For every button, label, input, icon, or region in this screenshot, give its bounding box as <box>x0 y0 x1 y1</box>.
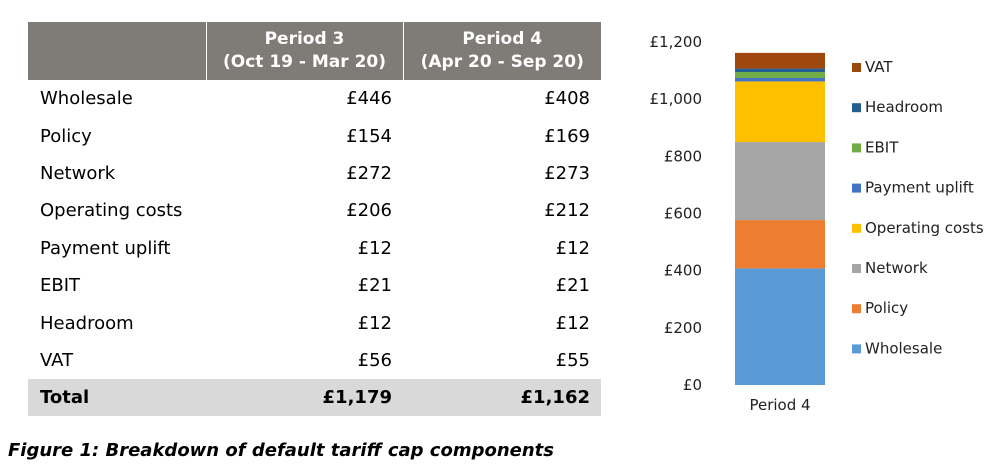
row-value-p4: £212 <box>544 200 590 222</box>
legend-label: Headroom <box>865 98 944 117</box>
x-category-label: Period 4 <box>749 396 811 414</box>
header-period-4-title: Period 4 <box>462 29 543 49</box>
row-value-p4: £408 <box>544 88 590 110</box>
row-label: Payment uplift <box>40 237 171 259</box>
row-value-p3: £12 <box>357 312 392 334</box>
row-value-p4: £12 <box>555 312 590 334</box>
row-label: Operating costs <box>40 200 183 222</box>
bar-segment-headroom <box>735 69 825 72</box>
total-p3: £1,179 <box>206 379 403 416</box>
legend-swatch <box>852 264 861 273</box>
legend-label: Payment uplift <box>865 178 974 197</box>
legend-swatch <box>852 63 861 72</box>
row-label: Network <box>40 162 116 184</box>
row-label: VAT <box>40 349 74 371</box>
legend-swatch <box>852 304 861 313</box>
legend-swatch <box>852 103 861 112</box>
legend-swatch <box>852 143 861 152</box>
legend-label: Policy <box>865 299 909 318</box>
legend-swatch <box>852 184 861 193</box>
row-value-p3: £12 <box>357 237 392 259</box>
row-value-p4: £21 <box>555 275 590 297</box>
header-period-4-dates: (Apr 20 - Sep 20) <box>420 52 584 72</box>
legend-label: Network <box>865 259 928 277</box>
header-period-3-title: Period 3 <box>264 29 345 49</box>
row-value-p4: £55 <box>555 349 590 371</box>
y-tick-label: £600 <box>663 204 702 223</box>
row-label: Policy <box>40 125 92 147</box>
y-tick-label: £800 <box>663 147 702 166</box>
bar-segment-operating-costs <box>735 81 825 142</box>
y-tick-label: £400 <box>663 261 702 280</box>
legend-label: Operating costs <box>865 218 984 237</box>
row-value-p4: £273 <box>544 162 590 184</box>
legend-swatch <box>852 344 861 353</box>
y-tick-label: £1,000 <box>649 90 702 109</box>
legend-label: EBIT <box>865 138 899 157</box>
row-label: EBIT <box>40 275 81 297</box>
row-value-p3: £154 <box>346 125 392 147</box>
bar-segment-network <box>735 142 825 220</box>
row-label: Headroom <box>40 312 134 334</box>
legend-swatch <box>852 224 861 233</box>
y-tick-label: £1,200 <box>649 33 702 51</box>
bar-segment-ebit <box>735 72 825 78</box>
legend-label: VAT <box>865 58 893 76</box>
bar-segment-payment-uplift <box>735 78 825 81</box>
y-tick-label: £0 <box>682 376 702 394</box>
bar-segment-policy <box>735 220 825 268</box>
bar-segment-wholesale <box>735 268 825 385</box>
row-value-p3: £21 <box>357 275 392 297</box>
row-value-p4: £12 <box>555 237 590 259</box>
row-value-p3: £56 <box>357 349 392 371</box>
row-value-p3: £272 <box>346 162 392 184</box>
total-p4: £1,162 <box>403 379 601 416</box>
row-value-p4: £169 <box>544 125 590 147</box>
total-label: Total <box>28 379 206 416</box>
bar-segment-vat <box>735 53 825 69</box>
row-value-p3: £446 <box>346 88 392 110</box>
y-tick-label: £200 <box>663 318 702 337</box>
header-period-3-dates: (Oct 19 - Mar 20) <box>222 52 386 72</box>
row-label: Wholesale <box>40 88 133 110</box>
legend-label: Wholesale <box>865 339 943 358</box>
figure-caption: Figure 1: Breakdown of default tariff cap components <box>8 440 554 461</box>
row-value-p3: £206 <box>346 200 392 222</box>
